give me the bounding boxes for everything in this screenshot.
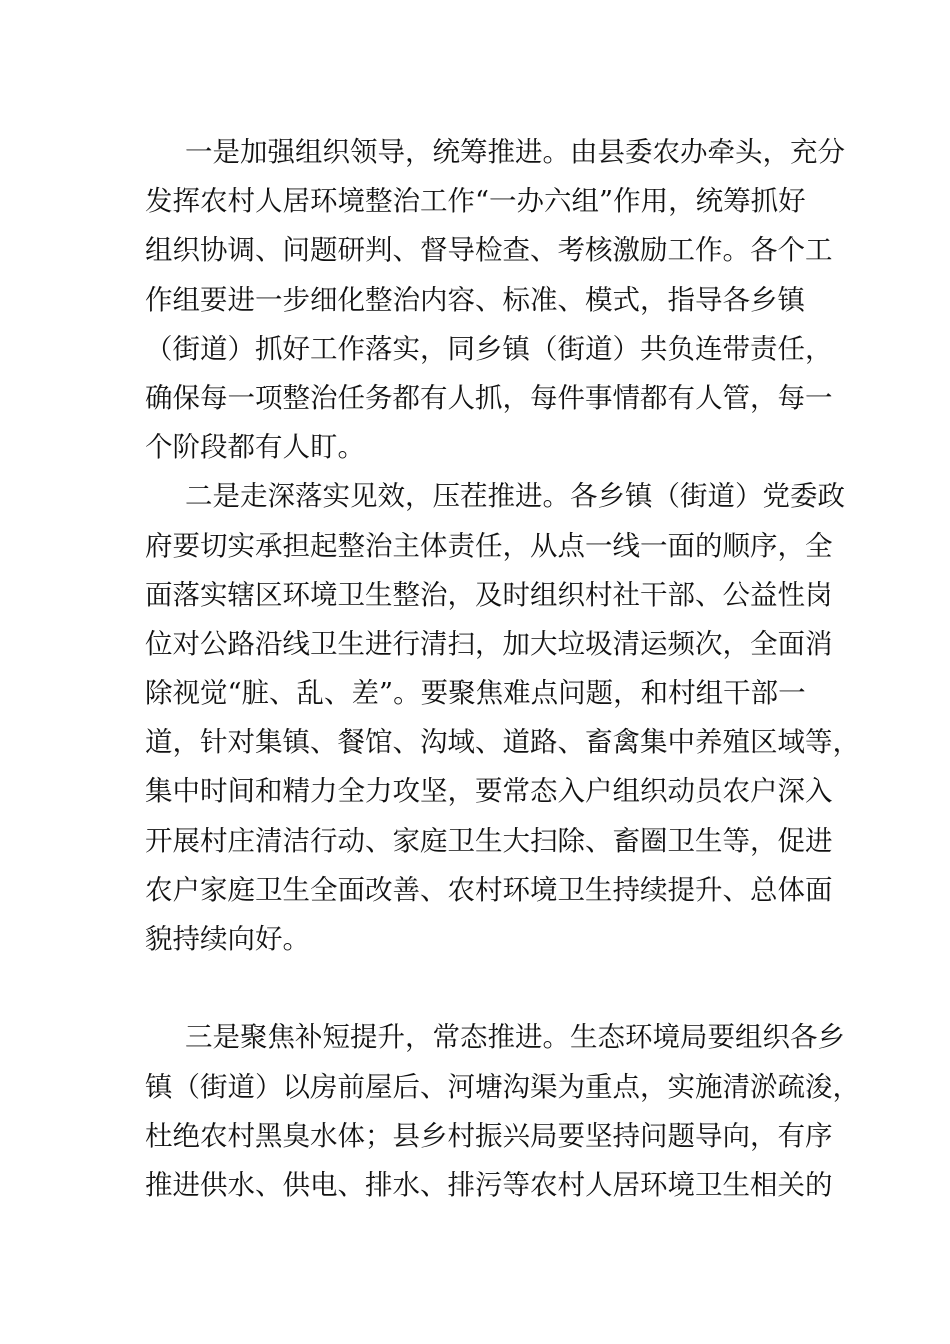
text-line: 府要切实承担起整治主体责任，从点一线一面的顺序，全 <box>145 529 833 562</box>
paragraph-1 <box>145 128 845 472</box>
text-line: 个阶段都有人盯。 <box>145 431 365 464</box>
text-line: 杜绝农村黑臭水体；县乡村振兴局要坚持问题导向，有序 <box>145 1119 833 1152</box>
text-line: 二是走深落实见效，压茬推进。各乡镇（街道）党委政 <box>185 480 845 513</box>
text-line: 貌持续向好。 <box>145 923 310 955</box>
text-line: 一是加强组织领导，统筹推进。由县委农办牵头，充分 <box>185 136 845 168</box>
text-line: （街道）抓好工作落实，同乡镇（街道）共负连带责任， <box>145 332 833 365</box>
paragraph-2 <box>145 472 860 1013</box>
text-line: 面落实辖区环境卫生整治，及时组织村社干部、公益性岗 <box>145 578 833 611</box>
text-line: 镇（街道）以房前屋后、河塘沟渠为重点，实施清淤疏浚， <box>145 1070 860 1103</box>
text-line: 农户家庭卫生全面改善、农村环境卫生持续提升、总体面 <box>145 873 833 906</box>
text-line: 发挥农村人居环境整治工作“一办六组”作用，统筹抓好 <box>145 185 806 218</box>
text-line: 推进供水、供电、排水、排污等农村人居环境卫生相关的 <box>145 1168 833 1201</box>
text-line: 组织协调、问题研判、督导检查、考核激励工作。各个工 <box>145 234 833 267</box>
text-line <box>145 964 810 1013</box>
text-line: 三是聚焦补短提升，常态推进。生态环境局要组织各乡 <box>185 1021 845 1054</box>
text-line: 除视觉“脏、乱、差”。要聚焦难点问题，和村组干部一 <box>145 677 806 710</box>
text-line: 开展村庄清洁行动、家庭卫生大扫除、畜圈卫生等，促进 <box>145 824 833 857</box>
text-line: 作组要进一步细化整治内容、标准、模式，指导各乡镇 <box>145 283 805 316</box>
text-line: 道，针对集镇、餐馆、沟域、道路、畜禽集中养殖区域等， <box>145 726 860 759</box>
document-body <box>145 128 860 1210</box>
text-line: 确保每一项整治任务都有人抓，每件事情都有人管，每一 <box>145 381 833 414</box>
text-line: 位对公路沿线卫生进行清扫，加大垃圾清运频次，全面消 <box>145 627 833 660</box>
paragraph-3 <box>145 1013 860 1210</box>
text-line: 集中时间和精力全力攻坚，要常态入户组织动员农户深入 <box>145 775 833 808</box>
